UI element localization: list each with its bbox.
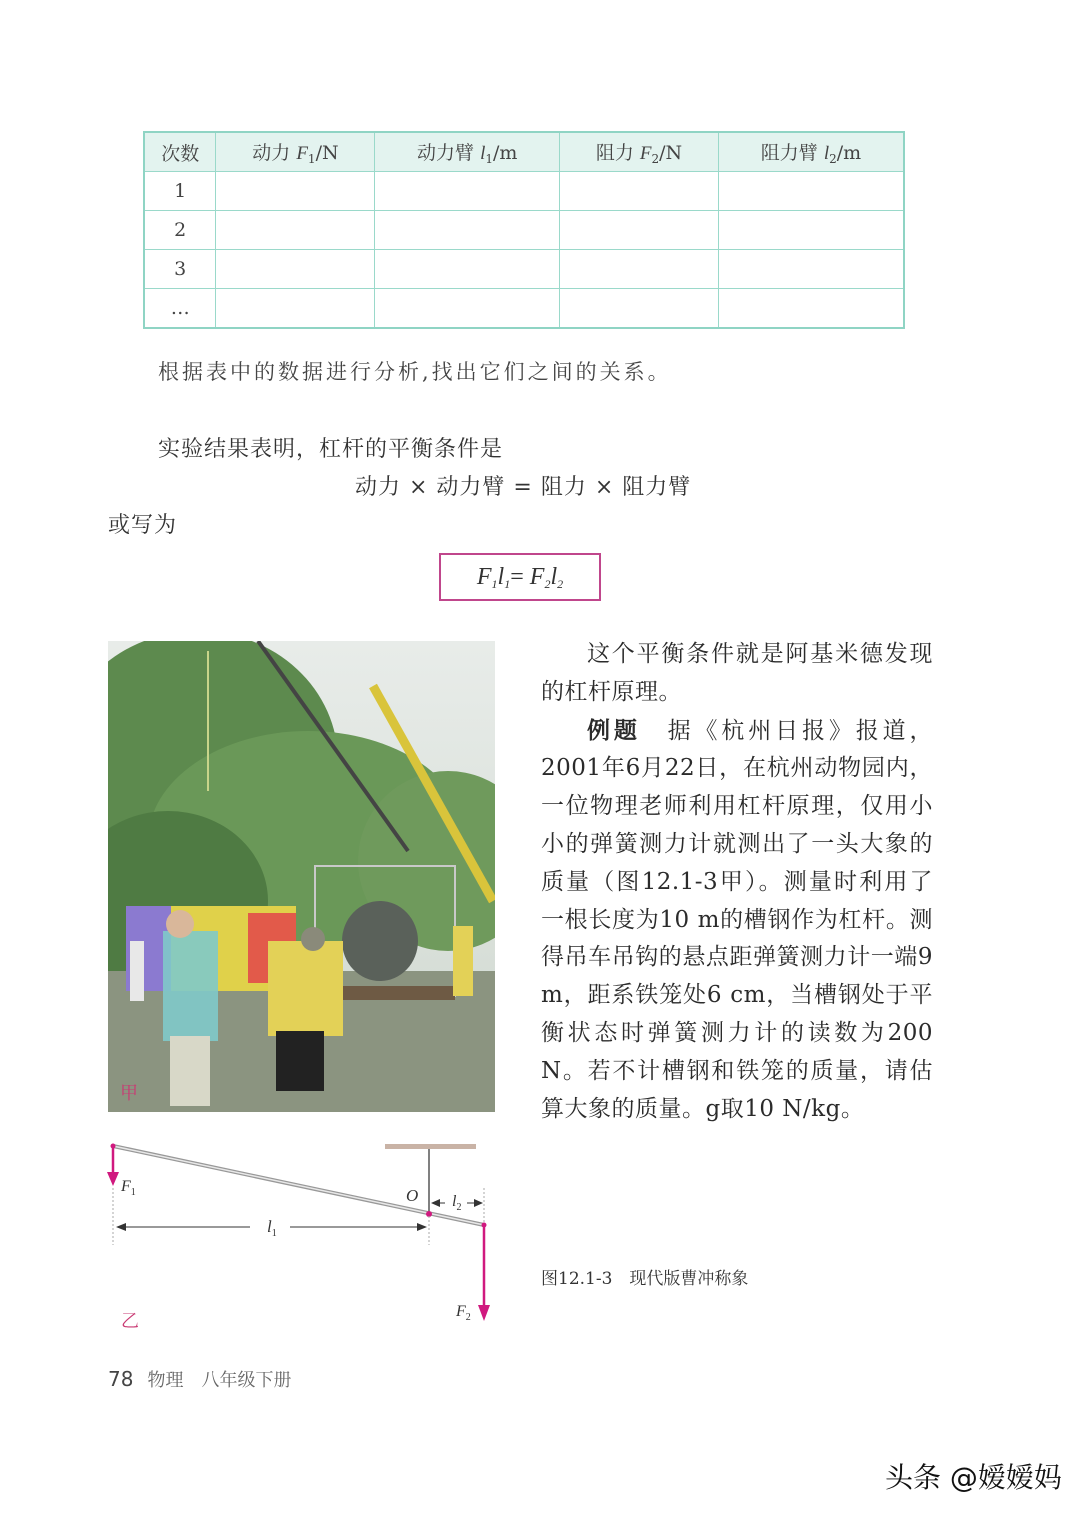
label-f2: $F_2$ [456,1303,471,1323]
table-row [144,250,904,289]
example-label: 例题 [587,716,641,744]
photo-label-jia: 甲 [120,1083,138,1104]
formula-sub: 2 [544,577,551,591]
table-cell [375,172,560,211]
formula-f1: F [476,564,492,590]
table-cell [375,211,560,250]
word-equation: 动力 × 动力臂 = 阻力 × 阻力臂 [355,475,692,500]
table-cell [216,172,375,211]
photo-illustration [108,641,495,1112]
label-l1: $l_1$ [267,1217,277,1239]
table-cell: 1 [144,172,216,211]
label-fulcrum-o: O [406,1186,419,1205]
table-cell [560,250,719,289]
header-effort-force: 动力 $F_1/N$ [216,132,375,172]
or-write-label: 或写为 [108,513,178,538]
table-cell [560,172,719,211]
table-cell [216,289,375,329]
experiment-table [143,131,905,329]
table-cell [216,211,375,250]
table-cell: 3 [144,250,216,289]
balance-formula-box [439,553,601,601]
table-cell [718,172,904,211]
formula-sub: 1 [491,577,498,591]
table-cell [718,211,904,250]
page-number: 78 [108,1367,134,1391]
table-header-row [144,132,904,172]
lever-diagram [100,1130,520,1340]
archimedes-paragraph: 这个平衡条件就是阿基米德发现的杠杆原理。 [541,641,933,705]
page-footer [108,1366,291,1392]
analysis-instruction: 根据表中的数据进行分析,找出它们之间的关系。 [158,360,672,384]
figure-caption: 图12.1-3 现代版曹冲称象 [541,1269,749,1289]
right-column-text [541,636,933,1128]
formula-l2: l [550,564,558,590]
elephant-weighing-photo [108,641,495,1112]
label-f1: $F_1$ [121,1178,136,1198]
formula-l1: l [497,564,505,590]
label-l2: $l_2$ [452,1193,462,1213]
table-cell [375,250,560,289]
watermark: 头条 @嫒嫒妈 [885,1461,1062,1494]
table-cell: 2 [144,211,216,250]
table-row [144,289,904,329]
example-paragraph [541,712,933,1129]
ceiling-support [385,1144,476,1149]
header-resistance-force: 阻力 $F_2/N$ [560,132,719,172]
table-cell [375,289,560,329]
table-cell [718,289,904,329]
table-cell [560,211,719,250]
formula-sub: 2 [557,577,564,591]
result-intro: 实验结果表明，杠杆的平衡条件是 [158,437,504,462]
table-cell [216,250,375,289]
formula-f2: F [529,564,545,590]
header-resistance-arm: 阻力臂 $l_2/m$ [718,132,904,172]
table-cell: … [144,289,216,329]
formula-equals: = [510,564,530,590]
header-effort-arm: 动力臂 $l_1/m$ [375,132,560,172]
formula-sub: 1 [504,577,511,591]
book-title: 物理 八年级下册 [147,1370,292,1391]
example-body: 据《杭州日报》报道，2001年6月22日，在杭州动物园内，一位物理老师利用杠杆原理，仅用小小的弹簧测力计就测出了一头大象的质量（图12.1-3甲）。测量时利用了一根长度为10 m的槽钢作为杠杆。测得吊车吊钩的悬点距弹簧测力计一端9 m，距系铁笼处6 cm，当槽钢处于平衡状态时弹簧测力计的读数为200 N。若不计槽钢和铁笼的质量，请估算大象的质量。g取10 N/kg。 [541,717,933,1122]
header-count: 次数 [144,132,216,172]
table-cell [718,250,904,289]
table-cell [560,289,719,329]
table-row [144,211,904,250]
diagram-label-yi: 乙 [121,1311,139,1332]
table-row [144,172,904,211]
